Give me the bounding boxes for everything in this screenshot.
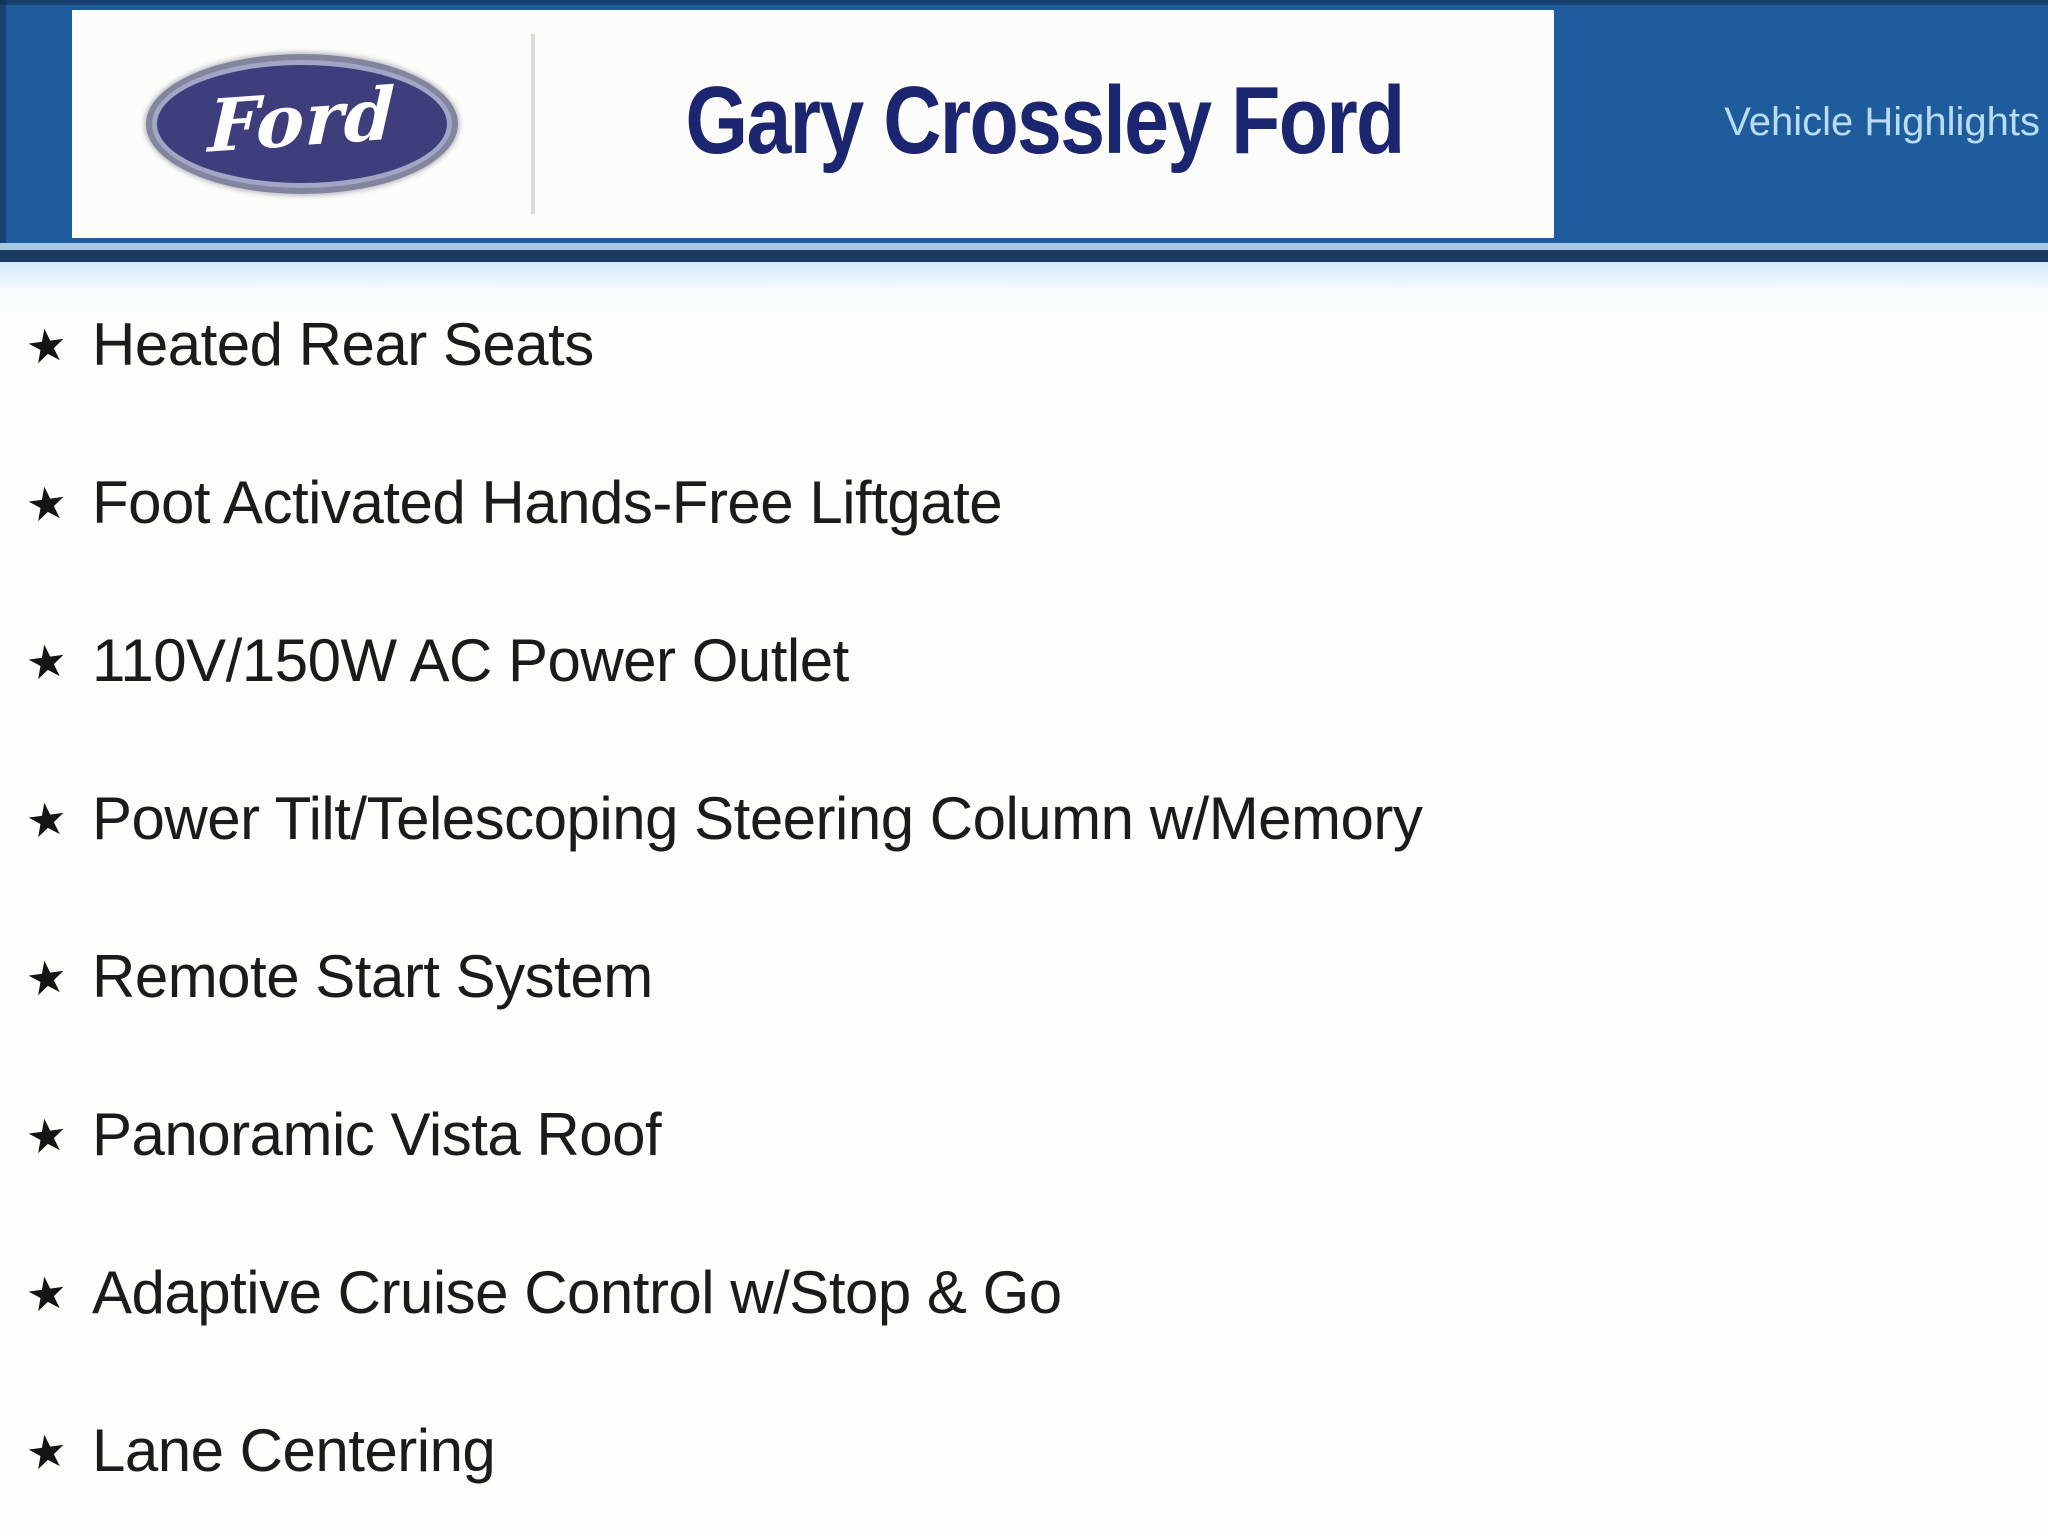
nav-zone (1724, 0, 2040, 244)
star-icon: ★ (22, 948, 71, 1007)
star-icon: ★ (22, 632, 71, 691)
ford-oval-icon (152, 60, 452, 188)
list-item (22, 1056, 2048, 1214)
feature-label: Lane Centering (92, 1417, 496, 1484)
list-item (22, 740, 2048, 898)
star-icon: ★ (22, 1106, 71, 1165)
ford-script-text: Ford (206, 70, 397, 169)
star-icon: ★ (22, 316, 71, 375)
feature-label: Heated Rear Seats (92, 311, 594, 378)
list-item (22, 582, 2048, 740)
list-item (22, 1214, 2048, 1372)
feature-label: Adaptive Cruise Control w/Stop & Go (92, 1259, 1062, 1326)
feature-label: Remote Start System (92, 943, 653, 1010)
header-bar (0, 0, 2048, 262)
star-icon: ★ (22, 1264, 71, 1323)
feature-label: Foot Activated Hands-Free Liftgate (92, 469, 1003, 536)
list-item (22, 898, 2048, 1056)
list-item (22, 1372, 2048, 1530)
list-item (22, 266, 2048, 424)
feature-label: Panoramic Vista Roof (92, 1101, 662, 1168)
dealer-name: Gary Crossley Ford (685, 67, 1404, 174)
star-icon: ★ (22, 1422, 71, 1481)
feature-label: 110V/150W AC Power Outlet (92, 627, 849, 694)
vehicle-highlights-label[interactable]: Vehicle Highlights (1724, 99, 2040, 144)
vehicle-highlights-panel (0, 262, 2048, 1530)
feature-list (0, 262, 2048, 1530)
star-icon: ★ (22, 474, 71, 533)
divider (531, 34, 535, 214)
list-item (22, 424, 2048, 582)
ford-logo (72, 60, 531, 188)
star-icon: ★ (22, 790, 71, 849)
dealer-logo-card (72, 10, 1554, 238)
feature-label: Power Tilt/Telescoping Steering Column w/Memory (92, 785, 1423, 852)
